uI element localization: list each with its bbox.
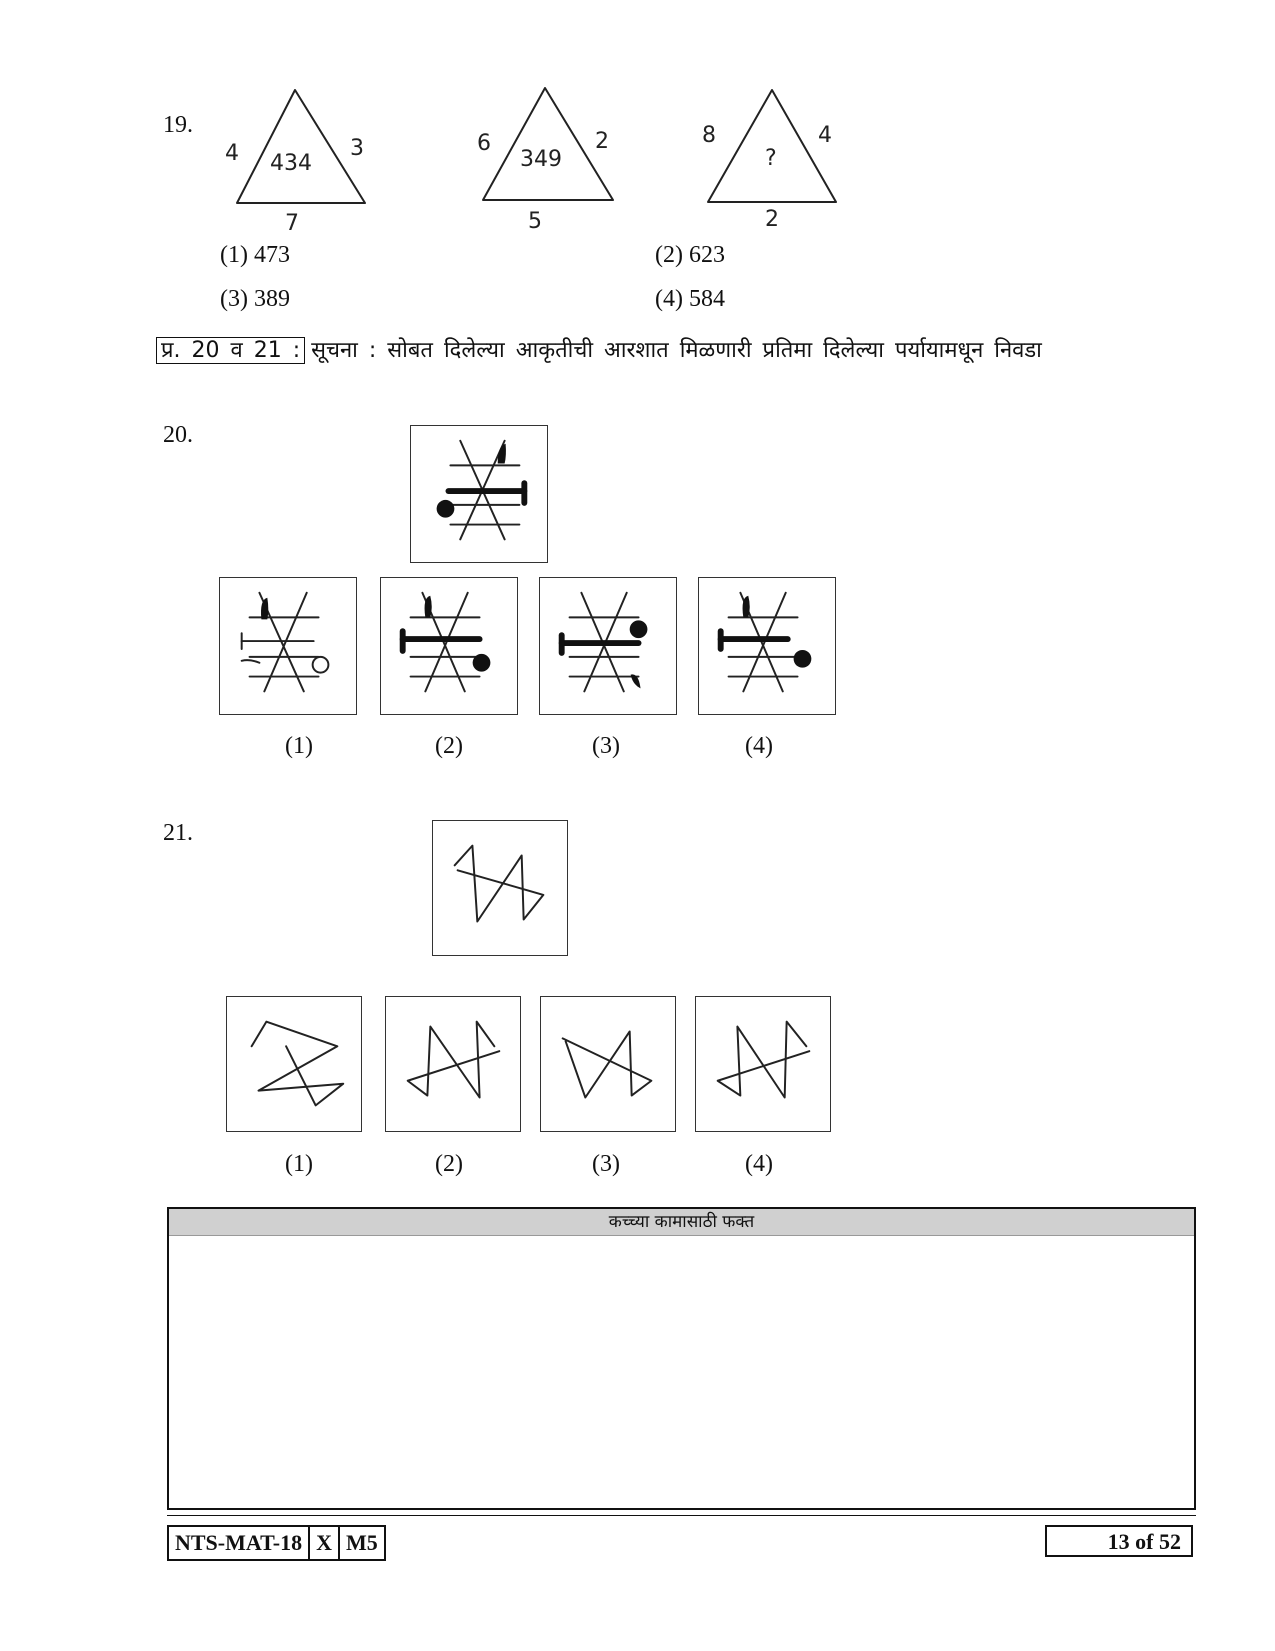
triangle-figure-3 — [700, 80, 860, 240]
instruction-text: सूचना : सोबत दिलेल्या आकृतीची आरशात मिळणारी प्रतिमा दिलेल्या पर्यायामधून निवडा — [311, 338, 1042, 363]
q20-option-figure-3[interactable] — [539, 577, 677, 715]
q21-option-figure-1[interactable] — [226, 996, 362, 1132]
q21-option-label-4[interactable]: (4) — [745, 1151, 773, 1177]
triangle-1-left: 4 — [225, 141, 239, 166]
question-number-20: 20. — [163, 422, 193, 448]
triangle-3-bottom: 2 — [765, 207, 779, 232]
triangle-figure-1 — [215, 80, 375, 240]
footer-version: M5 — [338, 1525, 386, 1561]
triangle-2-right: 2 — [595, 129, 609, 154]
footer-code-group — [167, 1525, 384, 1561]
q19-option-3[interactable]: (3) 389 — [220, 286, 290, 312]
q21-option-figure-4[interactable] — [695, 996, 831, 1132]
instruction-tag: प्र. 20 व 21 : — [156, 337, 305, 364]
q20-option-figure-4[interactable] — [698, 577, 836, 715]
triangle-2-bottom: 5 — [528, 209, 542, 234]
q21-option-label-1[interactable]: (1) — [285, 1151, 313, 1177]
triangle-1-right: 3 — [350, 136, 364, 161]
q21-option-figure-2[interactable] — [385, 996, 521, 1132]
q20-question-figure — [410, 425, 548, 563]
q20-option-label-4[interactable]: (4) — [745, 733, 773, 759]
q21-option-figure-3[interactable] — [540, 996, 676, 1132]
q19-option-4[interactable]: (4) 584 — [655, 286, 725, 312]
q19-option-2[interactable]: (2) 623 — [655, 242, 725, 268]
footer-divider — [167, 1515, 1196, 1516]
triangle-3-right: 4 — [818, 123, 832, 148]
triangle-3-center: ? — [765, 146, 777, 171]
triangle-1-bottom: 7 — [285, 211, 299, 236]
q20-option-figure-1[interactable] — [219, 577, 357, 715]
question-number-19: 19. — [163, 112, 193, 138]
q20-option-label-1[interactable]: (1) — [285, 733, 313, 759]
q21-question-figure — [432, 820, 568, 956]
triangle-2-left: 6 — [477, 131, 491, 156]
footer-exam-code: NTS-MAT-18 — [167, 1525, 310, 1561]
q20-option-label-3[interactable]: (3) — [592, 733, 620, 759]
q20-option-label-2[interactable]: (2) — [435, 733, 463, 759]
rough-work-box[interactable] — [167, 1207, 1196, 1510]
question-number-21: 21. — [163, 820, 193, 846]
q21-option-label-3[interactable]: (3) — [592, 1151, 620, 1177]
triangle-figure-2 — [465, 78, 625, 238]
q19-option-1[interactable]: (1) 473 — [220, 242, 290, 268]
triangle-3-left: 8 — [702, 123, 716, 148]
rough-work-label: कच्च्या कामासाठी फक्त — [169, 1209, 1194, 1236]
q21-option-label-2[interactable]: (2) — [435, 1151, 463, 1177]
q20-option-figure-2[interactable] — [380, 577, 518, 715]
footer-page-number: 13 of 52 — [1045, 1525, 1193, 1557]
triangle-2-center: 349 — [520, 147, 562, 172]
triangle-1-center: 434 — [270, 151, 312, 176]
footer-class: X — [308, 1525, 340, 1561]
instruction-line — [156, 334, 1042, 364]
